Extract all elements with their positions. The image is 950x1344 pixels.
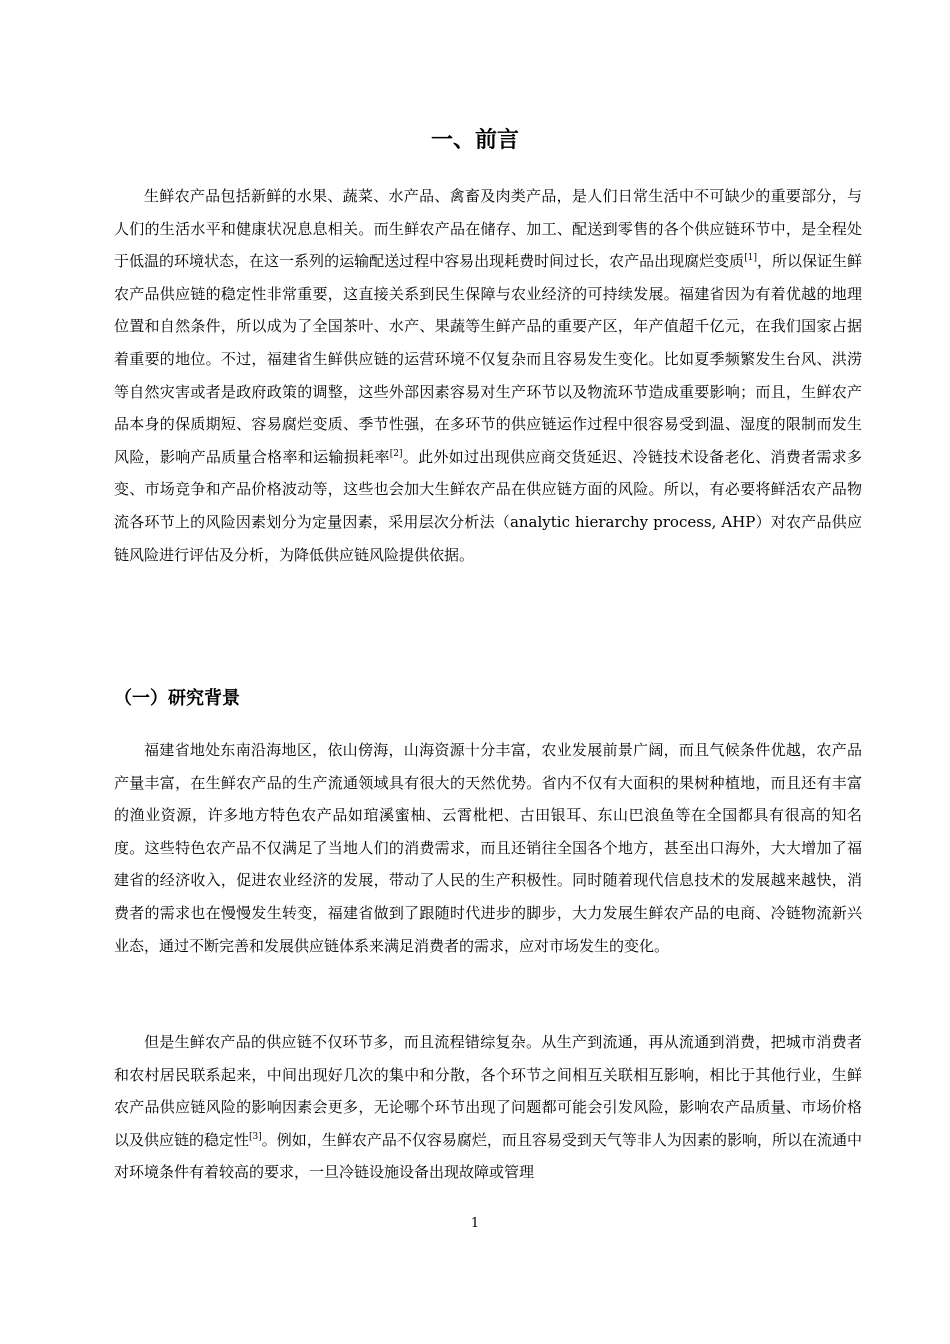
- citation-2: [2]: [389, 448, 403, 459]
- citation-1: [1]: [744, 253, 757, 264]
- section-title: （一）研究背景: [114, 688, 240, 709]
- supply-chain-paragraph: [114, 1026, 862, 1189]
- chapter-title: 一、前言: [430, 128, 519, 153]
- citation-3: [3]: [249, 1131, 262, 1142]
- supply-chain-paragraph-text-1: 但是生鲜农产品的供应链不仅环节多，而且流程错综复杂。从生产到流通，再从流通到消费，把城市消费者和农村居民联系起来，中间出现好几次的集中和分散，各个环节之间相互关联相互影响，相比于其他行业，生鲜农产品供应链风险的影响因素会更多，无论哪个环节出现了问题都可能会引发风险，影响农产品质量、市场价格以及供应链的稳定性: [114, 1033, 862, 1149]
- background-paragraph: 福建省地处东南沿海地区，依山傍海，山海资源十分丰富，农业发展前景广阔，而且气候条件优越，农产品产量丰富，在生鲜农产品的生产流通领域具有很大的天然优势。省内不仅有大面积的果树种植地，而且还有丰富的渔业资源，许多地方特色农产品如琯溪蜜柚、云霄枇杷、古田银耳、东山巴浪鱼等在全国都具有很高的知名度。这些特色农产品不仅满足了当地人们的消费需求，而且还销往全国各个地方，甚至出口海外，大大增加了福建省的经济收入，促进农业经济的发展，带动了人民的生产积极性。同时随着现代信息技术的发展越来越快，消费者的需求也在慢慢发生转变，福建省做到了跟随时代进步的脚步，大力发展生鲜农产品的电商、冷链物流新兴业态，通过不断完善和发展供应链体系来满足消费者的需求，应对市场发生的变化。: [114, 741, 862, 955]
- intro-paragraph-text-3: 。此外如过出现供应商交货延迟、冷链技术设备老化、消费者需求多变、市场竞争和产品价格波动等，这些也会加大生鲜农产品在供应链方面的风险。所以，有必要将鲜活农产品物流各环节上的风险因素划分为定量因素，采用层次分析法（analytic hierarchy process, AHP）对农产品供应链风险进行评估及分析，为降低供应链风险提供依据。: [114, 447, 862, 564]
- intro-paragraph: [114, 180, 862, 571]
- supply-chain-paragraph-text-2: 。例如，生鲜农产品不仅容易腐烂，而且容易受到天气等非人为因素的影响，所以在流通中对环境条件有着较高的要求，一旦冷链设施设备出现故障或管理: [114, 1130, 862, 1182]
- intro-paragraph-text-2: ，所以保证生鲜农产品供应链的稳定性非常重要，这直接关系到民生保障与农业经济的可持续发展。福建省因为有着优越的地理位置和自然条件，所以成为了全国茶叶、水产、果蔬等生鲜产品的重要产区，年产值超千亿元，在我们国家占据着重要的地位。不过，福建省生鲜供应链的运营环境不仅复杂而且容易发生变化。比如夏季频繁发生台风、洪涝等自然灾害或者是政府政策的调整，这些外部因素容易对生产环节以及物流环节造成重要影响；而且，生鲜农产品本身的保质期短、容易腐烂变质、季节性强，在多环节的供应链运作过程中很容易受到温、湿度的限制而发生风险，影响产品质量合格率和运输损耗率: [114, 252, 862, 466]
- intro-paragraph-text-1: 生鲜农产品包括新鲜的水果、蔬菜、水产品、禽畜及肉类产品，是人们日常生活中不可缺少的重要部分，与人们的生活水平和健康状况息息相关。而生鲜农产品在储存、加工、配送到零售的各个供应链环节中，是全程处于低温的环境状态，在这一系列的运输配送过程中容易出现耗费时间过长，农产品出现腐烂变质: [114, 187, 862, 271]
- page-number: 1: [470, 1216, 480, 1231]
